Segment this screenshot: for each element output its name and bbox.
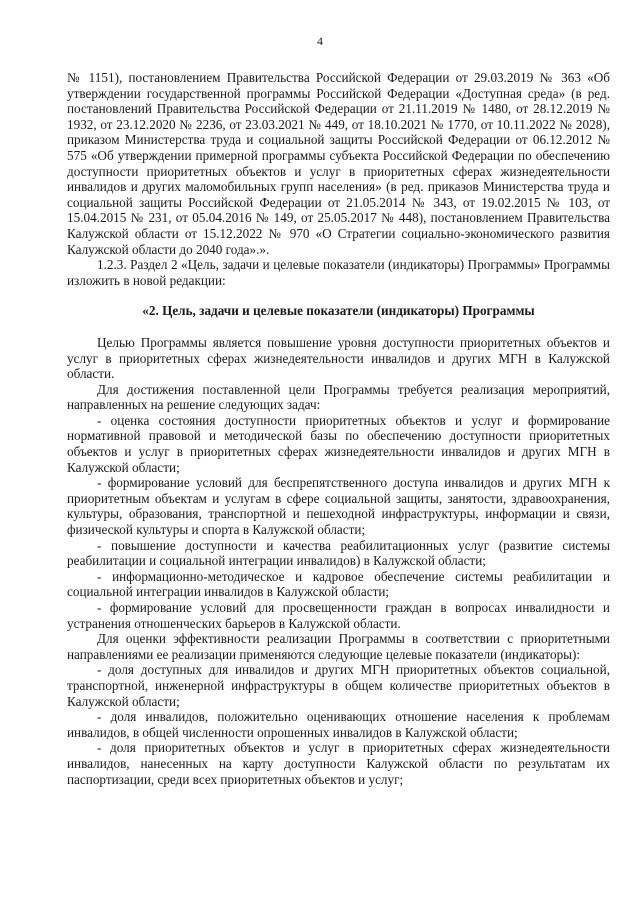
paragraph-tasks-intro: Для достижения поставленной цели Программы требуется реализация мероприятий, направленных на решение следующих задач: — [67, 381, 610, 413]
section-heading: «2. Цель, задачи и целевые показатели (индикаторы) Программы — [142, 303, 535, 319]
paragraph-indicators-intro: Для оценки эффективности реализации Программы в соответствии с приоритетными направлениями ее реализации применяются следующие целевые показатели (индикаторы): — [67, 631, 610, 662]
list-item-task: - формирование условий для беспрепятственного доступа инвалидов и других МГН к приоритетным объектам и услугам в сфере социальной защиты, занятости, здравоохранения, культуры, образования, транспортной и пешеходной инфраструктуры, информации и связи, физической культуры и спорта в Калужской области; — [67, 475, 610, 538]
list-item-task: - информационно-методическое и кадровое обеспечение системы реабилитации и социальной интеграции инвалидов в Калужской области; — [67, 568, 610, 600]
paragraph-amendment-1-2-3: 1.2.3. Раздел 2 «Цель, задачи и целевые показатели (индикаторы) Программы» Программы изложить в новой редакции: — [67, 257, 610, 288]
paragraph-legal-references: № 1151), постановлением Правительства Российской Федерации от 29.03.2019 № 363 «Об утверждении государственной программы Российской Федерации «Доступная среда» (в ред. постановлений Правительства Российской Федерации от 21.11.2019 № 1480, от 28.12.2019 № 1932, от 23.12.2020 № 2236, от 23.03.2021 № 449, от 18.10.2021 № 1770, от 10.11.2022 № 2028), приказом Министерства труда и социальной защиты Российской Федерации от 06.12.2012 № 575 «Об утверждении примерной программы субъекта Российской Федерации по обеспечению доступности приоритетных объектов и услуг в приоритетных сферах жизнедеятельности инвалидов и других маломобильных групп населения» (в ред. приказов Министерства труда и социальной защиты Российской Федерации от 21.05.2014 № 343, от 19.02.2015 № 103, от 15.04.2015 № 231, от 05.04.2016 № 149, от 25.05.2017 № 448), постановлением Правительства Калужской области от 15.12.2022 № 970 «О Стратегии социально-экономического развития Калужской области до 2040 года».». — [67, 70, 610, 257]
list-item-indicator: - доля инвалидов, положительно оценивающих отношение населения к проблемам инвалидов, в общей численности опрошенных инвалидов в Калужской области; — [67, 709, 610, 740]
page-number: 4 — [317, 34, 323, 48]
paragraph-goal: Целью Программы является повышение уровня доступности приоритетных объектов и услуг в приоритетных сферах жизнедеятельности инвалидов и других МГН в Калужской области. — [67, 334, 610, 382]
list-item-task: - оценка состояния доступности приоритетных объектов и услуг и формирование нормативной правовой и методической базы по обеспечению доступности приоритетных объектов и услуг в приоритетных сферах жизнедеятельности инвалидов и других МГН в Калужской области; — [67, 412, 610, 475]
document-body — [67, 70, 610, 787]
list-item-indicator: - доля приоритетных объектов и услуг в приоритетных сферах жизнедеятельности инвалидов, нанесенных на карту доступности Калужской области по результатам их паспортизации, среди всех приоритетных объектов и услуг; — [67, 740, 610, 787]
list-item-task: - формирование условий для просвещенности граждан в вопросах инвалидности и устранения отношенческих барьеров в Калужской области. — [67, 600, 610, 631]
list-item-indicator: - доля доступных для инвалидов и других МГН приоритетных объектов социальной, транспортной, инженерной инфраструктуры в общем количестве приоритетных объектов в Калужской области; — [67, 662, 610, 709]
list-item-task: - повышение доступности и качества реабилитационных услуг (развитие системы реабилитации и социальной интеграции инвалидов) в Калужской области; — [67, 537, 610, 569]
